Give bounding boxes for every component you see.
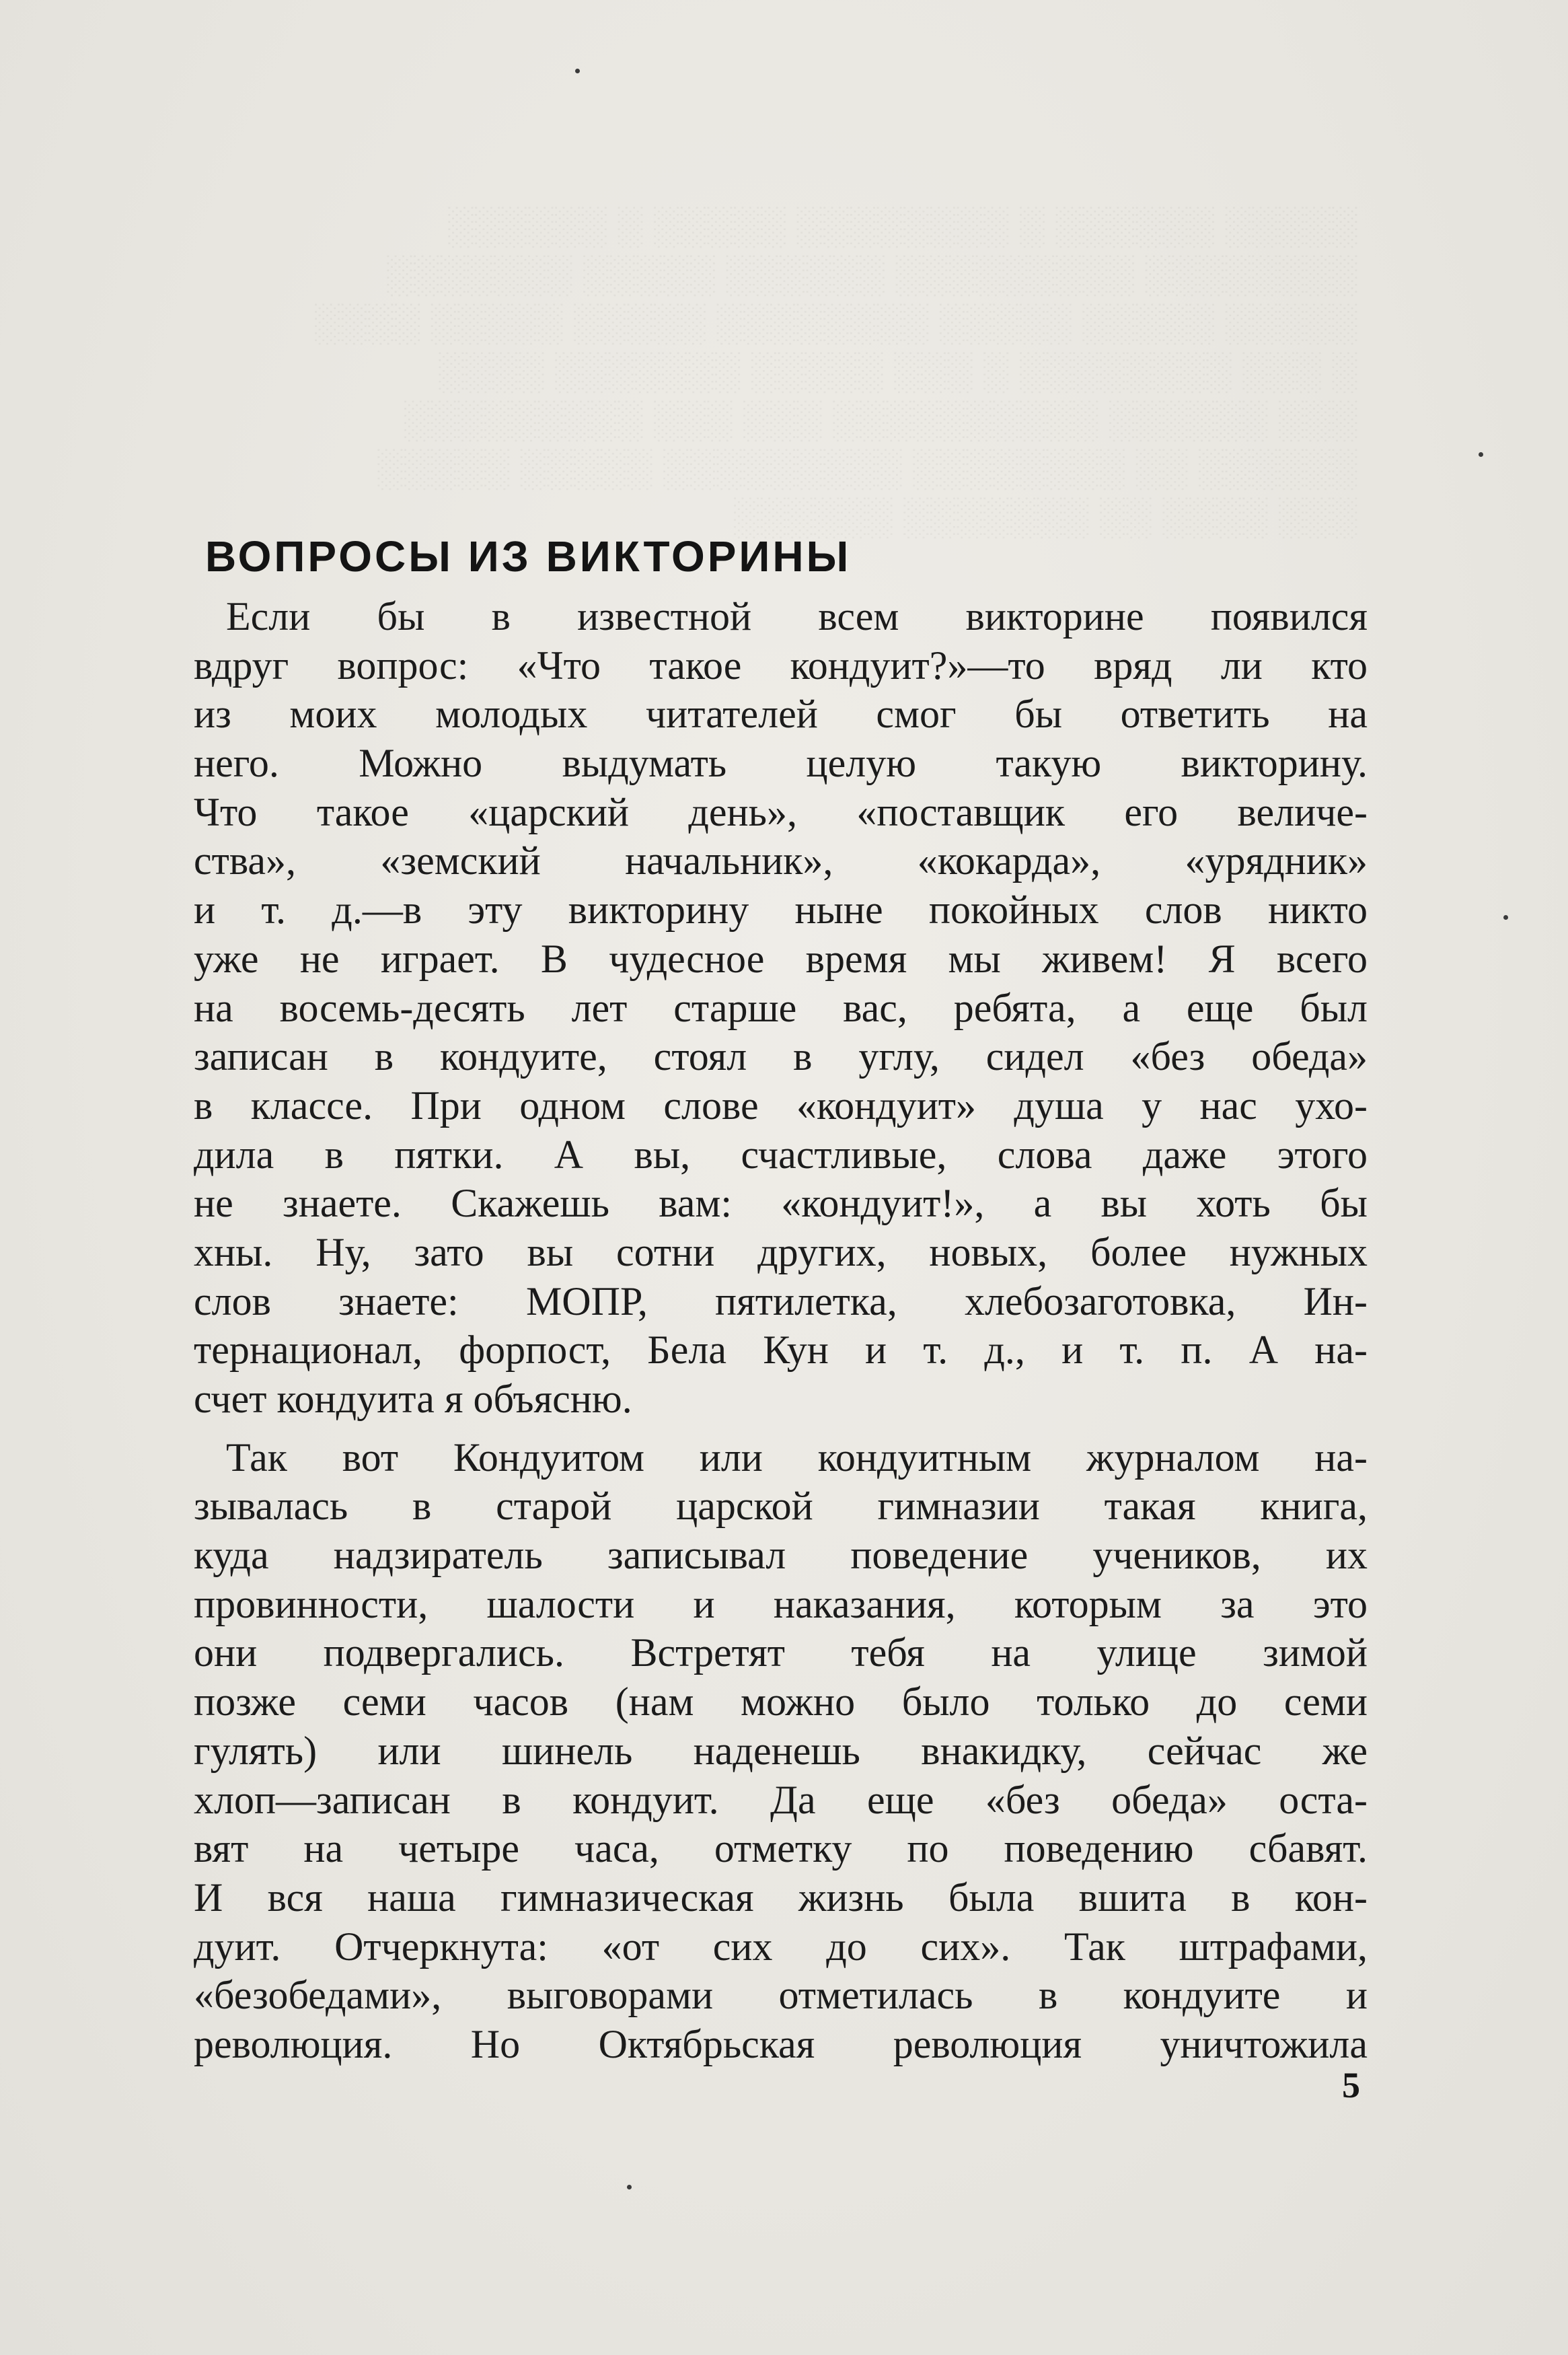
- paper-speck: [1479, 452, 1483, 457]
- text-line: Если бы в известной всем викторине появился: [226, 594, 1368, 639]
- text-line: провинности, шалости и наказания, которым за это: [194, 1581, 1368, 1626]
- text-line: куда надзиратель записывал поведение учеников, их: [194, 1533, 1368, 1578]
- text-line: революция. Но Октябрьская революция уничтожила: [194, 2021, 1368, 2066]
- text-line: из моих молодых читателей смог бы ответить на: [194, 692, 1368, 737]
- text-line: хлоп—записан в кондуит. Да еще «без обеда» оста-: [194, 1777, 1368, 1822]
- show-through-text: ░░░░░ ░░░░░░ ░ ░░░░░░░░ ░░░░░ ░ ░░░░░░ ░░░░░░░░ ░░░░░░░░░ ░░░░░░ ░░░░░ ░░░░░░░ ░░░░░ ░░░░░ ░░░░░ ░░░░░░░░ ░░░░░ ░░░░░ ░░░░ ░ ░░░ ░░░░░░░░ ░ ░░░ ░░░░░ ░░░░░░░ ░░░░ ░░░ ░░░░░░ ░░░░░░░░░░ ░░░ ░░░ ░░░░░░░░░ ░░░░░░ ░░ ░░░░░░░░ ░░░░░░░░░ ░░░░░ ░░░░░ ░░░ ░░░░ ░░ ░░░░░░░ ░░░░░░: [314, 205, 1359, 538]
- text-line: слов знаете: МОПР, пятилетка, хлебозаготовка, Ин-: [194, 1278, 1368, 1324]
- body-text: [194, 592, 1368, 2069]
- text-line: Так вот Кондуитом или кондуитным журналом на-: [226, 1435, 1368, 1480]
- section-heading: ВОПРОСЫ ИЗ ВИКТОРИНЫ: [205, 532, 852, 581]
- text-line: хны. Ну, зато вы сотни других, новых, более нужных: [194, 1229, 1368, 1274]
- text-line: вдруг вопрос: «Что такое кондуит?»—то вряд ли кто: [194, 643, 1368, 688]
- text-line: и т. д.—в эту викторину ныне покойных слов никто: [194, 887, 1368, 933]
- text-line: дуит. Отчеркнута: «от сих до сих». Так штрафами,: [194, 1924, 1368, 1969]
- text-line: гулять) или шинель наденешь внакидку, сейчас же: [194, 1728, 1368, 1773]
- text-line: счет кондуита я объясню.: [194, 1377, 632, 1421]
- paper-speck: [627, 2185, 632, 2189]
- text-line: дила в пятки. А вы, счастливые, слова даже этого: [194, 1132, 1368, 1177]
- text-line: ства», «земский начальник», «кокарда», «урядник»: [194, 838, 1368, 883]
- paragraph-gap: [194, 1424, 1368, 1433]
- text-line: на восемь-десять лет старше вас, ребята, а еще был: [194, 985, 1368, 1030]
- text-line: уже не играет. В чудесное время мы живем! Я всего: [194, 936, 1368, 981]
- paper-speck: [1503, 915, 1508, 920]
- text-line: тернационал, форпост, Бела Кун и т. д., и т. п. А на-: [194, 1328, 1368, 1373]
- text-line: записан в кондуите, стоял в углу, сидел «без обеда»: [194, 1034, 1368, 1079]
- paper-speck: [575, 69, 580, 73]
- text-line: И вся наша гимназическая жизнь была вшита в кон-: [194, 1875, 1368, 1920]
- text-line: позже семи часов (нам можно было только до семи: [194, 1679, 1368, 1725]
- text-line: зывалась в старой царской гимназии такая книга,: [194, 1484, 1368, 1529]
- text-line: него. Можно выдумать целую такую викторину.: [194, 741, 1368, 786]
- text-line: «безобедами», выговорами отметилась в кондуите и: [194, 1973, 1368, 2018]
- page-number: 5: [1342, 2065, 1360, 2105]
- text-line: они подвергались. Встретят тебя на улице зимой: [194, 1630, 1368, 1675]
- text-line: Что такое «царский день», «поставщик его величе-: [194, 789, 1368, 834]
- text-line: в классе. При одном слове «кондуит» душа у нас ухо-: [194, 1083, 1368, 1128]
- text-line: вят на четыре часа, отметку по поведению сбавят.: [194, 1826, 1368, 1871]
- text-line: не знаете. Скажешь вам: «кондуит!», а вы хоть бы: [194, 1181, 1368, 1226]
